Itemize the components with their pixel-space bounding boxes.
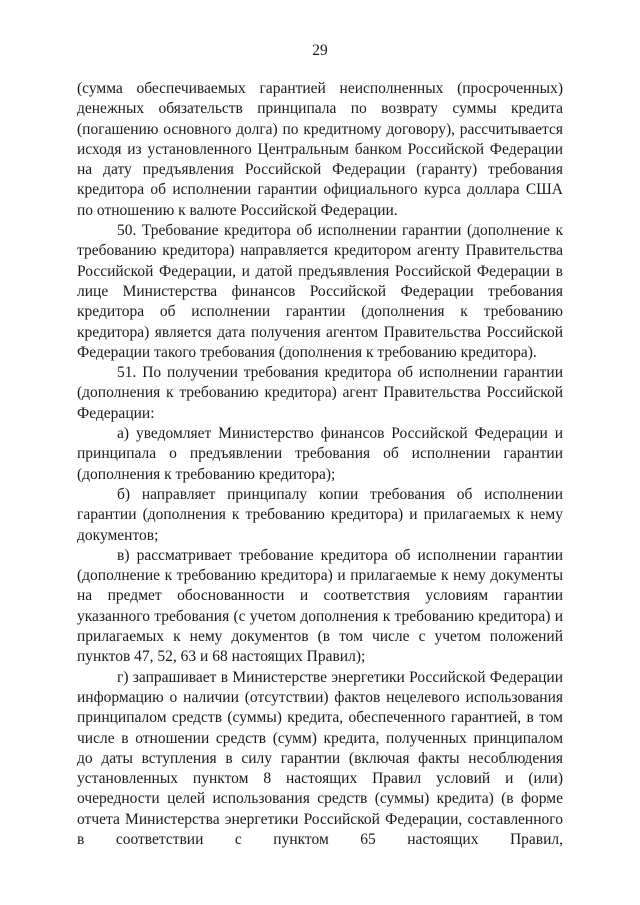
paragraph-continuation: (сумма обеспечиваемых гарантией неисполненных (просроченных) денежных обязательств принципала по возврату суммы кредита (погашению основного долга) по кредитному договору), рассчитывается исходя из установленного Центральным банком Российской Федерации на дату предъявления Российской Федерации (гаранту) требования кредитора об исполнении гарантии официального курса доллара США по отношению к валюте Российской Федерации. — [77, 80, 563, 219]
paragraph-item-50: 50. Требование кредитора об исполнении гарантии (дополнение к требованию кредитора) направляется кредитором агенту Правительства Российской Федерации, и датой предъявления Российской Федерации в лице Министерства финансов Российской Федерации требования кредитора об исполнении гарантии (дополнения к требованию кредитора) является дата получения агентом Правительства Российской Федерации такого требования (дополнения к требованию кредитора). — [77, 222, 563, 361]
paragraph-subitem-v: в) рассматривает требование кредитора об исполнении гарантии (дополнение к требованию кредитора) и прилагаемые к нему документы на предмет обоснованности и соответствия условиям гарантии указанного требования (с учетом дополнения к требованию кредитора) и прилагаемых к нему документов (в том числе с учетом положений пунктов 47, 52, 63 и 68 настоящих Правил); — [77, 546, 563, 666]
document-body — [77, 79, 563, 850]
page-number: 29 — [312, 42, 328, 59]
paragraph-item-51: 51. По получении требования кредитора об исполнении гарантии (дополнения к требованию кредитора) агент Правительства Российской Федерации: — [77, 364, 563, 422]
paragraph-subitem-a: а) уведомляет Министерство финансов Российской Федерации и принципала о предъявлении требования об исполнении гарантии (дополнения к требованию кредитора); — [77, 425, 563, 483]
paragraph-subitem-b: б) направляет принципалу копии требования об исполнении гарантии (дополнения к требованию кредитора) и прилагаемых к нему документов; — [77, 485, 563, 544]
paragraph-subitem-g: г) запрашивает в Министерстве энергетики Российской Федерации информацию о наличии (отсутствии) фактов нецелевого использования принципалом средств (суммы) кредита, обеспеченного гарантией, в том числе в отношении средств (сумм) кредита, полученных принципалом до даты вступления в силу гарантии (включая факты несоблюдения установленных пунктом 8 настоящих Правил условий и (или) очередности целей использования средств (суммы) кредита) (в форме отчета Министерства энергетики Российской Федерации, составленного в соответствии с пунктом 65 настоящих Правил, — [77, 668, 563, 848]
